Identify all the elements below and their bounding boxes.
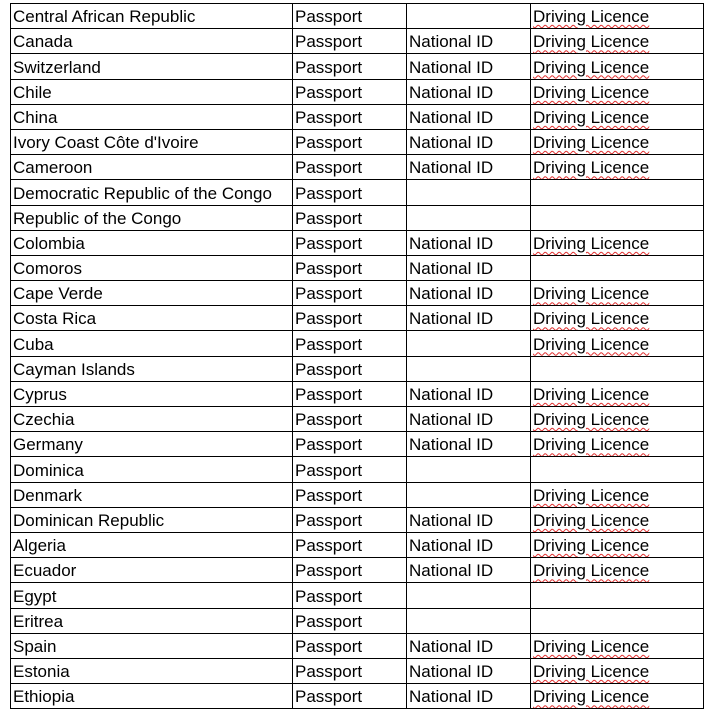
table-row (11, 205, 704, 230)
cell-text: National ID (409, 410, 494, 430)
table-row (11, 281, 704, 306)
national-id-cell[interactable] (407, 583, 531, 608)
cell-text: Cape Verde (13, 284, 103, 304)
cell-text: Switzerland (13, 57, 101, 77)
table-row (11, 558, 704, 583)
driving-licence-cell[interactable] (531, 104, 704, 129)
cell-text: National ID (409, 636, 494, 656)
country-cell[interactable] (11, 4, 293, 29)
driving-licence-cell[interactable] (531, 255, 704, 280)
cell-text: National ID (409, 435, 494, 455)
table-row (11, 381, 704, 406)
driving-licence-cell[interactable] (531, 281, 704, 306)
cell-text: Passport (295, 435, 363, 455)
passport-cell[interactable] (293, 4, 407, 29)
table-row (11, 684, 704, 709)
table-row (11, 255, 704, 280)
passport-cell[interactable] (293, 558, 407, 583)
national-id-cell[interactable] (407, 180, 531, 205)
cell-text: Central African Republic (13, 7, 196, 27)
driving-licence-cell[interactable] (531, 558, 704, 583)
table-row (11, 507, 704, 532)
country-cell[interactable] (11, 684, 293, 709)
country-cell[interactable] (11, 482, 293, 507)
passport-cell[interactable] (293, 608, 407, 633)
driving-licence-cell[interactable] (531, 457, 704, 482)
table-row (11, 633, 704, 658)
driving-licence-cell[interactable] (531, 532, 704, 557)
passport-cell[interactable] (293, 583, 407, 608)
cell-text: Ivory Coast Côte d'Ivoire (13, 133, 199, 153)
table-row (11, 658, 704, 683)
cell-text: Passport (295, 611, 363, 631)
passport-cell[interactable] (293, 633, 407, 658)
cell-text: Driving Licence (533, 536, 650, 556)
cell-text: Passport (295, 158, 363, 178)
country-cell[interactable] (11, 532, 293, 557)
passport-cell[interactable] (293, 29, 407, 54)
cell-text: National ID (409, 284, 494, 304)
country-cell[interactable] (11, 432, 293, 457)
cell-text: Driving Licence (533, 284, 650, 304)
table-row (11, 4, 704, 29)
driving-licence-cell[interactable] (531, 583, 704, 608)
table-row (11, 104, 704, 129)
national-id-cell[interactable] (407, 507, 531, 532)
table-body (11, 4, 704, 709)
cell-text: Ethiopia (13, 687, 75, 707)
driving-licence-cell[interactable] (531, 331, 704, 356)
cell-text: National ID (409, 82, 494, 102)
national-id-cell[interactable] (407, 79, 531, 104)
table-row (11, 29, 704, 54)
cell-text: Driving Licence (533, 107, 650, 127)
cell-text: Driving Licence (533, 233, 650, 253)
cell-text: National ID (409, 309, 494, 329)
cell-text: Passport (295, 233, 363, 253)
passport-cell[interactable] (293, 482, 407, 507)
cell-text: National ID (409, 57, 494, 77)
passport-cell[interactable] (293, 129, 407, 154)
national-id-cell[interactable] (407, 407, 531, 432)
driving-licence-cell[interactable] (531, 306, 704, 331)
cell-text: Passport (295, 107, 363, 127)
cell-text: Passport (295, 460, 363, 480)
cell-text: Canada (13, 32, 73, 52)
passport-cell[interactable] (293, 381, 407, 406)
cell-text: National ID (409, 687, 494, 707)
country-cell[interactable] (11, 633, 293, 658)
cell-text: National ID (409, 158, 494, 178)
driving-licence-cell[interactable] (531, 155, 704, 180)
cell-text: Driving Licence (533, 435, 650, 455)
country-cell[interactable] (11, 608, 293, 633)
table-row (11, 331, 704, 356)
driving-licence-cell[interactable] (531, 633, 704, 658)
national-id-cell[interactable] (407, 684, 531, 709)
driving-licence-cell[interactable] (531, 482, 704, 507)
cell-text: National ID (409, 561, 494, 581)
cell-text: Passport (295, 561, 363, 581)
cell-text: Comoros (13, 259, 82, 279)
cell-text: National ID (409, 536, 494, 556)
cell-text: Cyprus (13, 385, 67, 404)
cell-text: Driving Licence (533, 133, 650, 153)
national-id-cell[interactable] (407, 306, 531, 331)
country-cell[interactable] (11, 205, 293, 230)
cell-text: Driving Licence (533, 510, 650, 530)
cell-text: Driving Licence (533, 687, 650, 707)
national-id-cell[interactable] (407, 633, 531, 658)
passport-cell[interactable] (293, 507, 407, 532)
driving-licence-cell[interactable] (531, 4, 704, 29)
cell-text: Colombia (13, 233, 85, 253)
table-row (11, 155, 704, 180)
passport-cell[interactable] (293, 230, 407, 255)
national-id-cell[interactable] (407, 29, 531, 54)
passport-cell[interactable] (293, 407, 407, 432)
cell-text: Passport (295, 662, 363, 682)
country-cell[interactable] (11, 507, 293, 532)
cell-text: Passport (295, 284, 363, 304)
cell-text: Driving Licence (533, 410, 650, 430)
country-cell[interactable] (11, 331, 293, 356)
cell-text: Passport (295, 57, 363, 77)
national-id-cell[interactable] (407, 4, 531, 29)
cell-text: Passport (295, 536, 363, 556)
cell-text: Driving Licence (533, 57, 650, 77)
country-cell[interactable] (11, 356, 293, 381)
national-id-cell[interactable] (407, 608, 531, 633)
cell-text: Eritrea (13, 611, 64, 631)
cell-text: Passport (295, 82, 363, 102)
cell-text: Passport (295, 510, 363, 530)
table-row (11, 129, 704, 154)
cell-text: Cayman Islands (13, 359, 135, 379)
cell-text: Driving Licence (533, 334, 650, 354)
country-cell[interactable] (11, 306, 293, 331)
table-row (11, 608, 704, 633)
cell-text: Driving Licence (533, 561, 650, 581)
country-cell[interactable] (11, 281, 293, 306)
cell-text: Driving Licence (533, 158, 650, 178)
country-cell[interactable] (11, 583, 293, 608)
driving-licence-cell[interactable] (531, 658, 704, 683)
passport-cell[interactable] (293, 255, 407, 280)
national-id-cell[interactable] (407, 432, 531, 457)
cell-text: Passport (295, 410, 363, 430)
passport-cell[interactable] (293, 205, 407, 230)
table-row (11, 407, 704, 432)
driving-licence-cell[interactable] (531, 205, 704, 230)
cell-text: Driving Licence (533, 636, 650, 656)
national-id-cell[interactable] (407, 104, 531, 129)
driving-licence-cell[interactable] (531, 432, 704, 457)
cell-text: Driving Licence (533, 662, 650, 682)
country-cell[interactable] (11, 104, 293, 129)
cell-text: Cuba (13, 334, 54, 354)
country-cell[interactable] (11, 54, 293, 79)
country-cell[interactable] (11, 457, 293, 482)
table-row (11, 583, 704, 608)
driving-licence-cell[interactable] (531, 507, 704, 532)
national-id-cell[interactable] (407, 54, 531, 79)
cell-text: Germany (13, 435, 83, 455)
cell-text: National ID (409, 107, 494, 127)
country-cell[interactable] (11, 381, 293, 406)
national-id-cell[interactable] (407, 658, 531, 683)
country-cell[interactable] (11, 129, 293, 154)
passport-cell[interactable] (293, 79, 407, 104)
cell-text: Passport (295, 687, 363, 707)
cell-text: Driving Licence (533, 82, 650, 102)
cell-text: National ID (409, 385, 494, 404)
driving-licence-cell[interactable] (531, 356, 704, 381)
national-id-cell[interactable] (407, 482, 531, 507)
passport-cell[interactable] (293, 281, 407, 306)
passport-cell[interactable] (293, 532, 407, 557)
national-id-cell[interactable] (407, 281, 531, 306)
cell-text: Passport (295, 636, 363, 656)
cell-text: Passport (295, 259, 363, 279)
national-id-cell[interactable] (407, 457, 531, 482)
driving-licence-cell[interactable] (531, 54, 704, 79)
national-id-cell[interactable] (407, 155, 531, 180)
passport-cell[interactable] (293, 457, 407, 482)
country-cell[interactable] (11, 255, 293, 280)
cell-text: National ID (409, 259, 494, 279)
driving-licence-cell[interactable] (531, 381, 704, 406)
cell-text: Democratic Republic of the Congo (13, 183, 272, 203)
cell-text: Spain (13, 636, 57, 656)
cell-text: Driving Licence (533, 309, 650, 329)
driving-licence-cell[interactable] (531, 608, 704, 633)
cell-text: Passport (295, 133, 363, 153)
table-row (11, 482, 704, 507)
country-cell[interactable] (11, 79, 293, 104)
country-cell[interactable] (11, 558, 293, 583)
cell-text: Passport (295, 32, 363, 52)
driving-licence-cell[interactable] (531, 180, 704, 205)
table-row (11, 356, 704, 381)
cell-text: National ID (409, 133, 494, 153)
national-id-cell[interactable] (407, 129, 531, 154)
national-id-cell[interactable] (407, 331, 531, 356)
cell-text: Passport (295, 309, 363, 329)
cell-text: Driving Licence (533, 385, 650, 404)
passport-cell[interactable] (293, 658, 407, 683)
cell-text: National ID (409, 662, 494, 682)
passport-cell[interactable] (293, 104, 407, 129)
country-cell[interactable] (11, 230, 293, 255)
cell-text: Republic of the Congo (13, 208, 182, 228)
national-id-cell[interactable] (407, 558, 531, 583)
passport-cell[interactable] (293, 432, 407, 457)
cell-text: Passport (295, 7, 363, 27)
table-row (11, 54, 704, 79)
country-cell[interactable] (11, 29, 293, 54)
cell-text: Driving Licence (533, 485, 650, 505)
cell-text: Estonia (13, 662, 70, 682)
cell-text: Passport (295, 586, 363, 606)
driving-licence-cell[interactable] (531, 129, 704, 154)
table-row (11, 180, 704, 205)
table-row (11, 306, 704, 331)
cell-text: Driving Licence (533, 32, 650, 52)
document-table (10, 3, 704, 709)
cell-text: Passport (295, 485, 363, 505)
table-row (11, 457, 704, 482)
cell-text: Costa Rica (13, 309, 97, 329)
cell-text: Ecuador (13, 561, 77, 581)
passport-cell[interactable] (293, 306, 407, 331)
cell-text: Egypt (13, 586, 57, 606)
driving-licence-cell[interactable] (531, 79, 704, 104)
national-id-cell[interactable] (407, 255, 531, 280)
passport-cell[interactable] (293, 54, 407, 79)
passport-cell[interactable] (293, 155, 407, 180)
country-cell[interactable] (11, 180, 293, 205)
cell-text: Passport (295, 208, 363, 228)
country-cell[interactable] (11, 658, 293, 683)
driving-licence-cell[interactable] (531, 230, 704, 255)
cell-text: National ID (409, 32, 494, 52)
cell-text: Passport (295, 334, 363, 354)
national-id-cell[interactable] (407, 532, 531, 557)
passport-cell[interactable] (293, 180, 407, 205)
table-row (11, 230, 704, 255)
cell-text: Dominican Republic (13, 510, 165, 530)
national-id-cell[interactable] (407, 381, 531, 406)
driving-licence-cell[interactable] (531, 29, 704, 54)
passport-cell[interactable] (293, 684, 407, 709)
table-row (11, 532, 704, 557)
driving-licence-cell[interactable] (531, 684, 704, 709)
cell-text: Driving Licence (533, 7, 650, 27)
national-id-cell[interactable] (407, 230, 531, 255)
passport-cell[interactable] (293, 356, 407, 381)
country-cell[interactable] (11, 407, 293, 432)
passport-cell[interactable] (293, 331, 407, 356)
cell-text: China (13, 107, 58, 127)
cell-text: Passport (295, 359, 363, 379)
cell-text: Czechia (13, 410, 75, 430)
cell-text: National ID (409, 510, 494, 530)
national-id-cell[interactable] (407, 205, 531, 230)
cell-text: Algeria (13, 536, 66, 556)
cell-text: Dominica (13, 460, 84, 480)
cell-text: Chile (13, 82, 52, 102)
cell-text: Passport (295, 183, 363, 203)
country-cell[interactable] (11, 155, 293, 180)
cell-text: Cameroon (13, 158, 93, 178)
table-row (11, 432, 704, 457)
driving-licence-cell[interactable] (531, 407, 704, 432)
cell-text: Passport (295, 385, 363, 404)
national-id-cell[interactable] (407, 356, 531, 381)
cell-text: Denmark (13, 485, 82, 505)
table-row (11, 79, 704, 104)
cell-text: National ID (409, 233, 494, 253)
